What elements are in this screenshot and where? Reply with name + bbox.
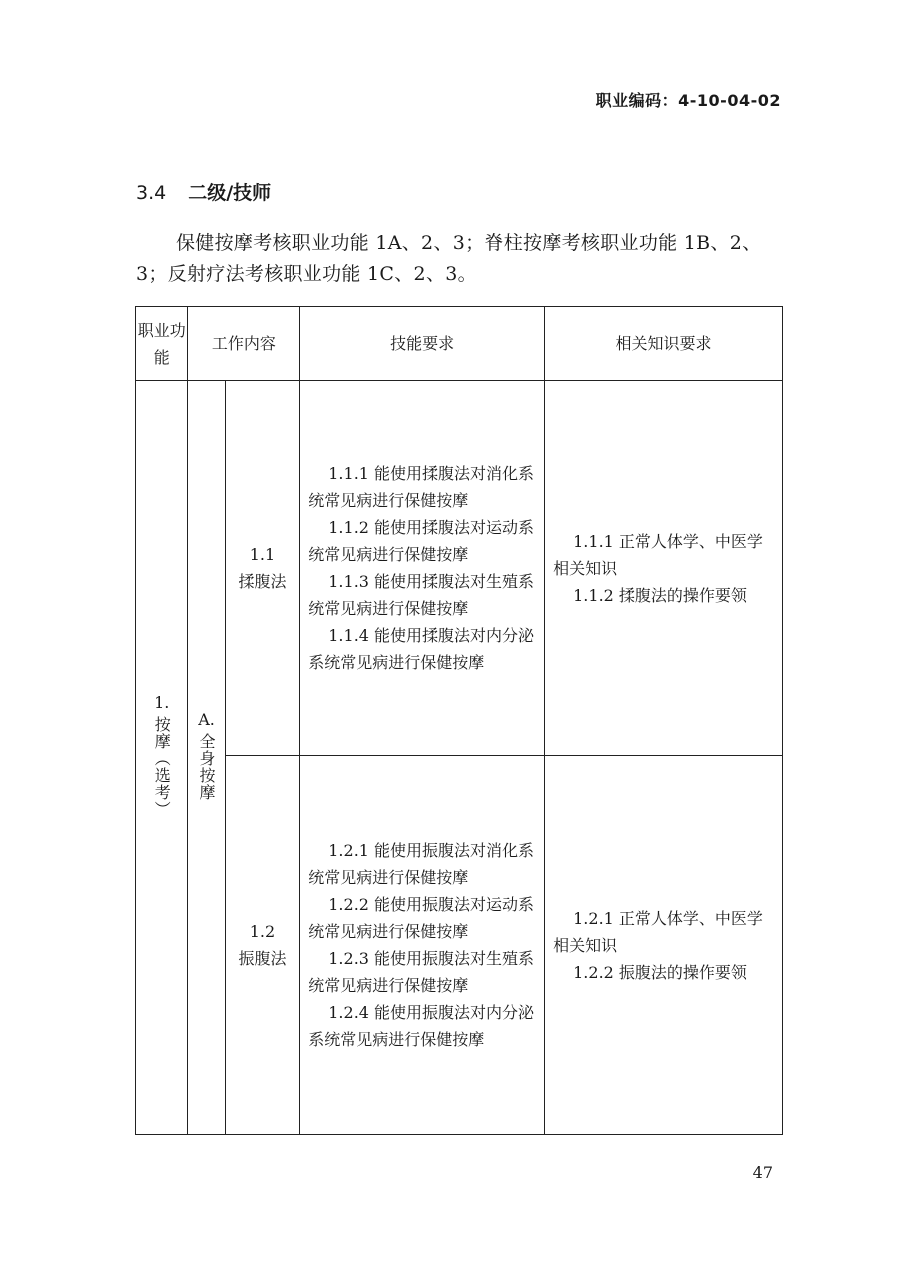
- skill-item: 1.1.2 能使用揉腹法对运动系统常见病进行保健按摩: [308, 518, 535, 564]
- function-name: 按摩（选考）: [152, 716, 172, 818]
- table-row: [136, 756, 783, 1135]
- skill-item: 1.1.4 能使用揉腹法对内分泌系统常见病进行保健按摩: [308, 626, 535, 672]
- knowledge-cell: [545, 756, 783, 1135]
- section-heading: [136, 178, 271, 205]
- header-knowledge: 相关知识要求: [545, 307, 783, 381]
- skill-item: 1.1.3 能使用揉腹法对生殖系统常见病进行保健按摩: [308, 572, 535, 618]
- occupation-code: 职业编码：4-10-04-02: [595, 91, 781, 110]
- skill-cell: [300, 756, 545, 1135]
- table-row: [136, 381, 783, 756]
- function-cell: [136, 381, 188, 1135]
- knowledge-item: 1.2.1 正常人体学、中医学相关知识: [553, 908, 763, 955]
- skill-item: 1.2.2 能使用振腹法对运动系统常见病进行保健按摩: [308, 895, 535, 941]
- work-item-cell: [225, 381, 300, 756]
- module-name: 全身按摩: [197, 733, 217, 801]
- skill-item: 1.2.3 能使用振腹法对生殖系统常见病进行保健按摩: [308, 949, 535, 995]
- skill-cell: [300, 381, 545, 756]
- section-number: 3.4: [136, 182, 167, 204]
- knowledge-item: 1.2.2 振腹法的操作要领: [573, 962, 747, 982]
- intro-paragraph: 保健按摩考核职业功能 1A、2、3；脊柱按摩考核职业功能 1B、2、3；反射疗法考核职业功能 1C、2、3。: [136, 232, 762, 285]
- skill-item: 1.2.1 能使用振腹法对消化系统常见病进行保健按摩: [308, 841, 535, 887]
- module-number: A.: [198, 710, 215, 729]
- function-number: 1.: [154, 693, 170, 712]
- work-item-number: 1.1: [249, 545, 276, 564]
- skill-item: 1.2.4 能使用振腹法对内分泌系统常见病进行保健按摩: [308, 1003, 535, 1049]
- module-cell: [188, 381, 225, 1135]
- work-item-name: 振腹法: [238, 949, 287, 968]
- header-work: 工作内容: [188, 307, 300, 381]
- table-header-row: [136, 307, 783, 381]
- knowledge-item: 1.1.1 正常人体学、中医学相关知识: [553, 531, 763, 578]
- skill-standard-table: [135, 306, 783, 1135]
- knowledge-item: 1.1.2 揉腹法的操作要领: [573, 585, 747, 605]
- work-item-name: 揉腹法: [238, 572, 287, 591]
- work-item-number: 1.2: [249, 922, 276, 941]
- header-skill: 技能要求: [300, 307, 545, 381]
- work-item-cell: [225, 756, 300, 1135]
- section-title: 二级/技师: [188, 182, 272, 204]
- header-function: 职业功能: [136, 307, 188, 381]
- knowledge-cell: [545, 381, 783, 756]
- page-number: 47: [752, 1163, 773, 1182]
- skill-item: 1.1.1 能使用揉腹法对消化系统常见病进行保健按摩: [308, 464, 535, 510]
